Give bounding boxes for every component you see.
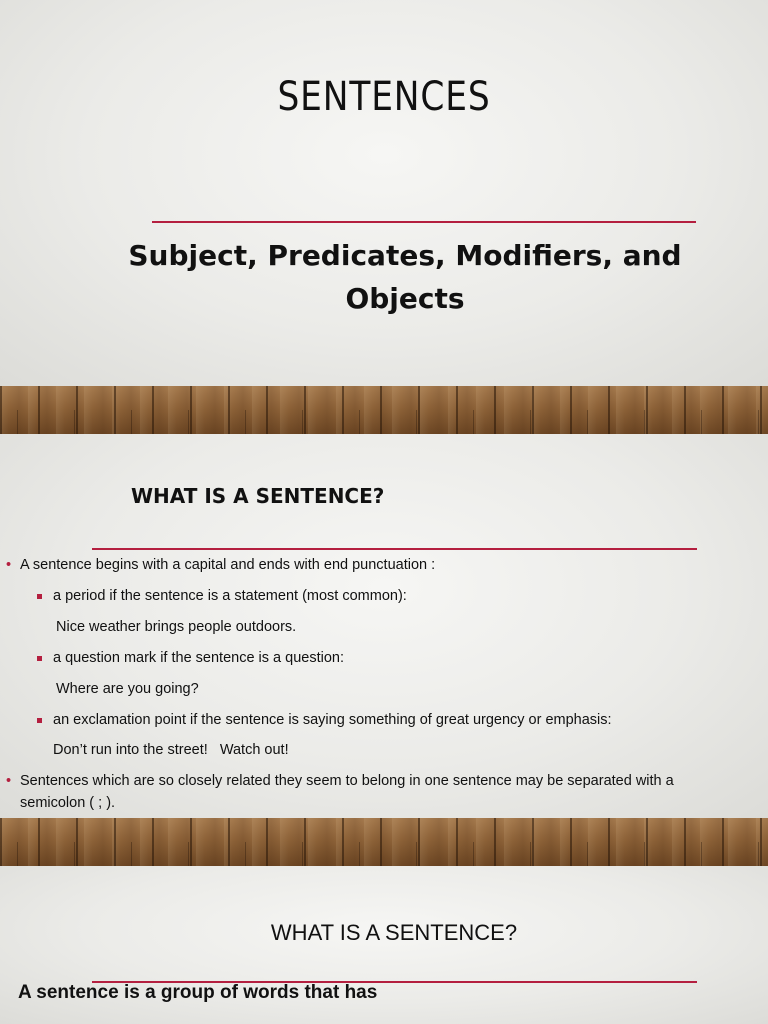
- slide-3-body: A sentence is a group of words that has: [18, 982, 378, 1003]
- slide-1-divider: [152, 221, 696, 223]
- sub-bullet-question: a question mark if the sentence is a question:: [53, 650, 344, 666]
- slide-1-subtitle: Subject, Predicates, Modifiers, and Objects: [128, 239, 682, 315]
- example-statement: Nice weather brings people outdoors.: [56, 619, 297, 635]
- slide-2-wood-floor: [0, 818, 768, 866]
- sub-bullet-period: a period if the sentence is a statement (most common):: [53, 588, 407, 604]
- bullet-semicolon-line2: semicolon ( ; ).: [20, 795, 116, 811]
- example-question: Where are you going?: [56, 681, 199, 697]
- slide-2-title: WHAT IS A SENTENCE?: [131, 484, 385, 508]
- slide-1: [0, 0, 768, 386]
- slide-1-title: SENTENCES: [277, 74, 491, 120]
- sub-bullet-exclamation: an exclamation point if the sentence is saying something of great urgency or emphasis:: [53, 712, 612, 728]
- slide-3-title: WHAT IS A SENTENCE?: [270, 920, 518, 945]
- slide-1-wood-floor: [0, 386, 768, 434]
- bullet-main: • A sentence begins with a capital and ends with end punctuation :: [20, 557, 435, 573]
- bullet-semicolon-line1: • Sentences which are so closely related they seem to belong in one sentence may be separated with a: [20, 773, 674, 789]
- slide-2-divider: [92, 548, 697, 550]
- example-exclamation: Don’t run into the street! Watch out!: [53, 742, 289, 758]
